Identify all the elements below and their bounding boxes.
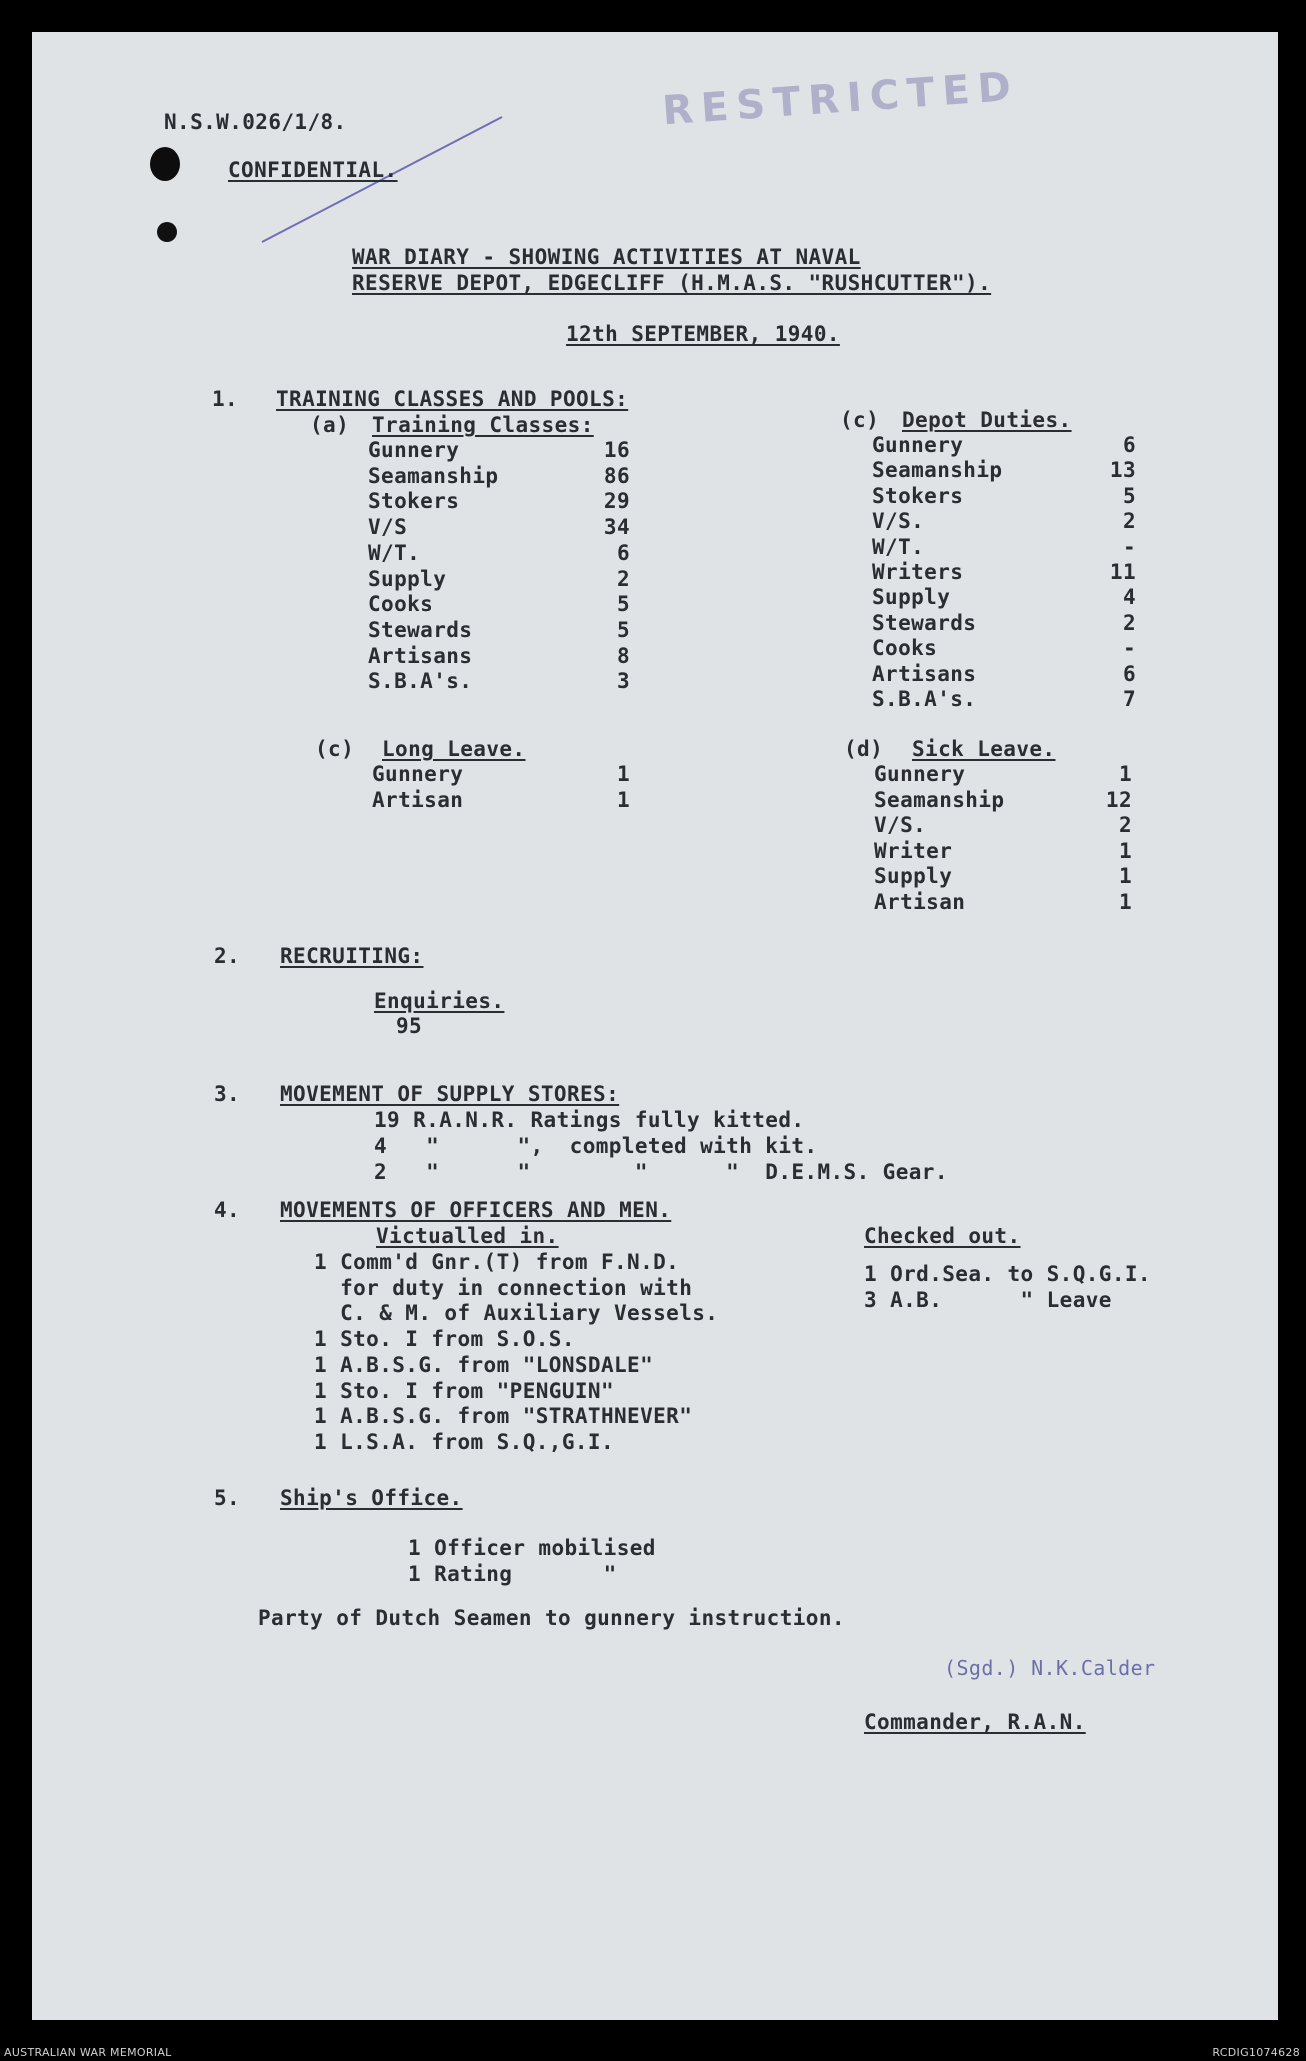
section-3-number: 3. [214, 1082, 241, 1106]
d_items-label: Gunnery [874, 762, 966, 786]
b_items-label: Gunnery [872, 433, 964, 457]
vic-list-line: 1 Sto. I from S.O.S. [314, 1327, 575, 1352]
ships-office-line-1: 1 Officer mobilised [408, 1536, 656, 1560]
a_items-label: Seamanship [368, 463, 499, 488]
b_items-value: 7 [1122, 687, 1136, 711]
sub-d-letter: (d) [844, 737, 884, 761]
sub-a-letter: (a) [310, 413, 350, 437]
b_items-label: V/S. [872, 509, 925, 534]
vic-list-line: 1 L.S.A. from S.Q.,G.I. [314, 1429, 614, 1454]
a_items-value: 8 [616, 643, 630, 668]
restricted-stamp: RESTRICTED [660, 63, 1021, 135]
b_items-label: Artisans [872, 661, 977, 686]
supply-line-3: 2 " " " " D.E.M.S. Gear. [374, 1160, 948, 1184]
footer-right: RCDIG1074628 [1212, 2046, 1300, 2059]
b_items-value: 13 [1109, 458, 1136, 483]
b_items-value: - [1122, 534, 1136, 559]
b_items-value: 5 [1122, 483, 1136, 508]
vic-list-line: 1 Sto. I from "PENGUIN" [314, 1378, 614, 1403]
supply-line-1: 19 R.A.N.R. Ratings fully kitted. [374, 1108, 805, 1132]
sub-d-heading: Sick Leave. [912, 737, 1056, 761]
title-line-1: WAR DIARY - SHOWING ACTIVITIES AT NAVAL [352, 245, 861, 269]
a_items-label: V/S [368, 515, 408, 540]
enquiries-value: 95 [396, 1014, 423, 1038]
d_items-value: 12 [1105, 787, 1132, 812]
sub-a-heading: Training Classes: [372, 413, 594, 437]
section-5-heading: Ship's Office. [280, 1486, 463, 1510]
d_items-value: 2 [1118, 813, 1132, 837]
vic-list-line: 1 A.B.S.G. from "STRATHNEVER" [314, 1404, 693, 1429]
punch-hole [150, 147, 180, 181]
d_items-value: 1 [1118, 889, 1132, 914]
file-reference: N.S.W.026/1/8. [164, 110, 347, 134]
section-1-heading: TRAINING CLASSES AND POOLS: [276, 387, 629, 411]
sub-c-letter: (c) [315, 737, 355, 761]
section-1-number: 1. [212, 387, 239, 411]
a_items-label: S.B.A's. [368, 669, 473, 694]
a_items-value: 16 [603, 438, 630, 462]
punch-hole-top [157, 222, 177, 242]
b_items-label: Cooks [872, 636, 938, 661]
date: 12th SEPTEMBER, 1940. [566, 322, 840, 346]
a_items-value: 6 [616, 540, 630, 565]
document-page [32, 32, 1278, 2020]
a_items-label: W/T. [368, 540, 421, 565]
note-line: Party of Dutch Seamen to gunnery instruction. [258, 1606, 845, 1630]
d_items-value: 1 [1118, 864, 1132, 888]
section-2-heading: RECRUITING: [280, 944, 424, 968]
signature: (Sgd.) N.K.Calder [944, 1656, 1156, 1680]
d_items-value: 1 [1118, 838, 1132, 863]
a_items-label: Artisans [368, 643, 473, 668]
enquiries-label: Enquiries. [374, 989, 505, 1013]
b_items-label: Supply [872, 585, 951, 610]
a_items-label: Supply [368, 566, 447, 591]
a_items-label: Stewards [368, 617, 473, 642]
b_items-value: 6 [1122, 661, 1136, 686]
b_items-label: Stewards [872, 610, 977, 635]
a_items-value: 29 [603, 489, 630, 514]
c_items-value: 1 [616, 787, 630, 812]
b_items-value: 6 [1122, 433, 1136, 457]
vic-list-line: 1 Comm'd Gnr.(T) from F.N.D. [314, 1250, 680, 1274]
chk-list-line: 3 A.B. " Leave [864, 1287, 1112, 1312]
d_items-value: 1 [1118, 762, 1132, 786]
a_items-value: 86 [603, 463, 630, 488]
d_items-label: Artisan [874, 889, 966, 914]
c_items-label: Artisan [372, 787, 464, 812]
classification: CONFIDENTIAL. [228, 158, 398, 182]
checked-out-heading: Checked out. [864, 1224, 1021, 1248]
d_items-label: Writer [874, 838, 953, 863]
section-4-number: 4. [214, 1198, 241, 1222]
b_items-label: W/T. [872, 534, 925, 559]
a_items-value: 2 [616, 566, 630, 591]
section-4-heading: MOVEMENTS OF OFFICERS AND MEN. [280, 1198, 672, 1222]
a_items-label: Cooks [368, 592, 434, 617]
b_items-label: Stokers [872, 483, 964, 508]
b_items-value: 2 [1122, 509, 1136, 534]
footer-left: AUSTRALIAN WAR MEMORIAL [4, 2046, 172, 2059]
a_items-value: 5 [616, 617, 630, 642]
b_items-value: 2 [1122, 610, 1136, 635]
b_items-label: Seamanship [872, 458, 1003, 483]
d_items-label: Seamanship [874, 787, 1005, 812]
a_items-value: 34 [603, 515, 630, 540]
section-2-number: 2. [214, 944, 241, 968]
b_items-value: - [1122, 636, 1136, 661]
sub-c-heading: Long Leave. [382, 737, 526, 761]
supply-line-2: 4 " ", completed with kit. [374, 1134, 818, 1158]
d_items-label: V/S. [874, 813, 927, 837]
rank: Commander, R.A.N. [864, 1710, 1086, 1734]
b_items-label: S.B.A's. [872, 687, 977, 711]
b_items-value: 4 [1122, 585, 1136, 610]
a_items-value: 5 [616, 592, 630, 617]
section-5-number: 5. [214, 1486, 241, 1510]
sub-b-heading: Depot Duties. [902, 408, 1072, 432]
title-line-2: RESERVE DEPOT, EDGECLIFF (H.M.A.S. "RUSHCUTTER"). [352, 271, 992, 295]
a_items-label: Gunnery [368, 438, 460, 462]
chk-list-line: 1 Ord.Sea. to S.Q.G.I. [864, 1262, 1151, 1286]
section-3-heading: MOVEMENT OF SUPPLY STORES: [280, 1082, 620, 1106]
c_items-value: 1 [616, 762, 630, 786]
ships-office-line-2: 1 Rating " [408, 1562, 617, 1586]
vic-list-line: C. & M. of Auxiliary Vessels. [314, 1301, 719, 1326]
vic-list-line: for duty in connection with [314, 1275, 693, 1300]
c_items-label: Gunnery [372, 762, 464, 786]
victualled-in-heading: Victualled in. [376, 1224, 559, 1248]
d_items-label: Supply [874, 864, 953, 888]
sub-b-letter: (c) [840, 408, 880, 432]
a_items-label: Stokers [368, 489, 460, 514]
b_items-value: 11 [1109, 560, 1136, 584]
b_items-label: Writers [872, 560, 964, 584]
a_items-value: 3 [616, 669, 630, 694]
vic-list-line: 1 A.B.S.G. from "LONSDALE" [314, 1352, 654, 1377]
